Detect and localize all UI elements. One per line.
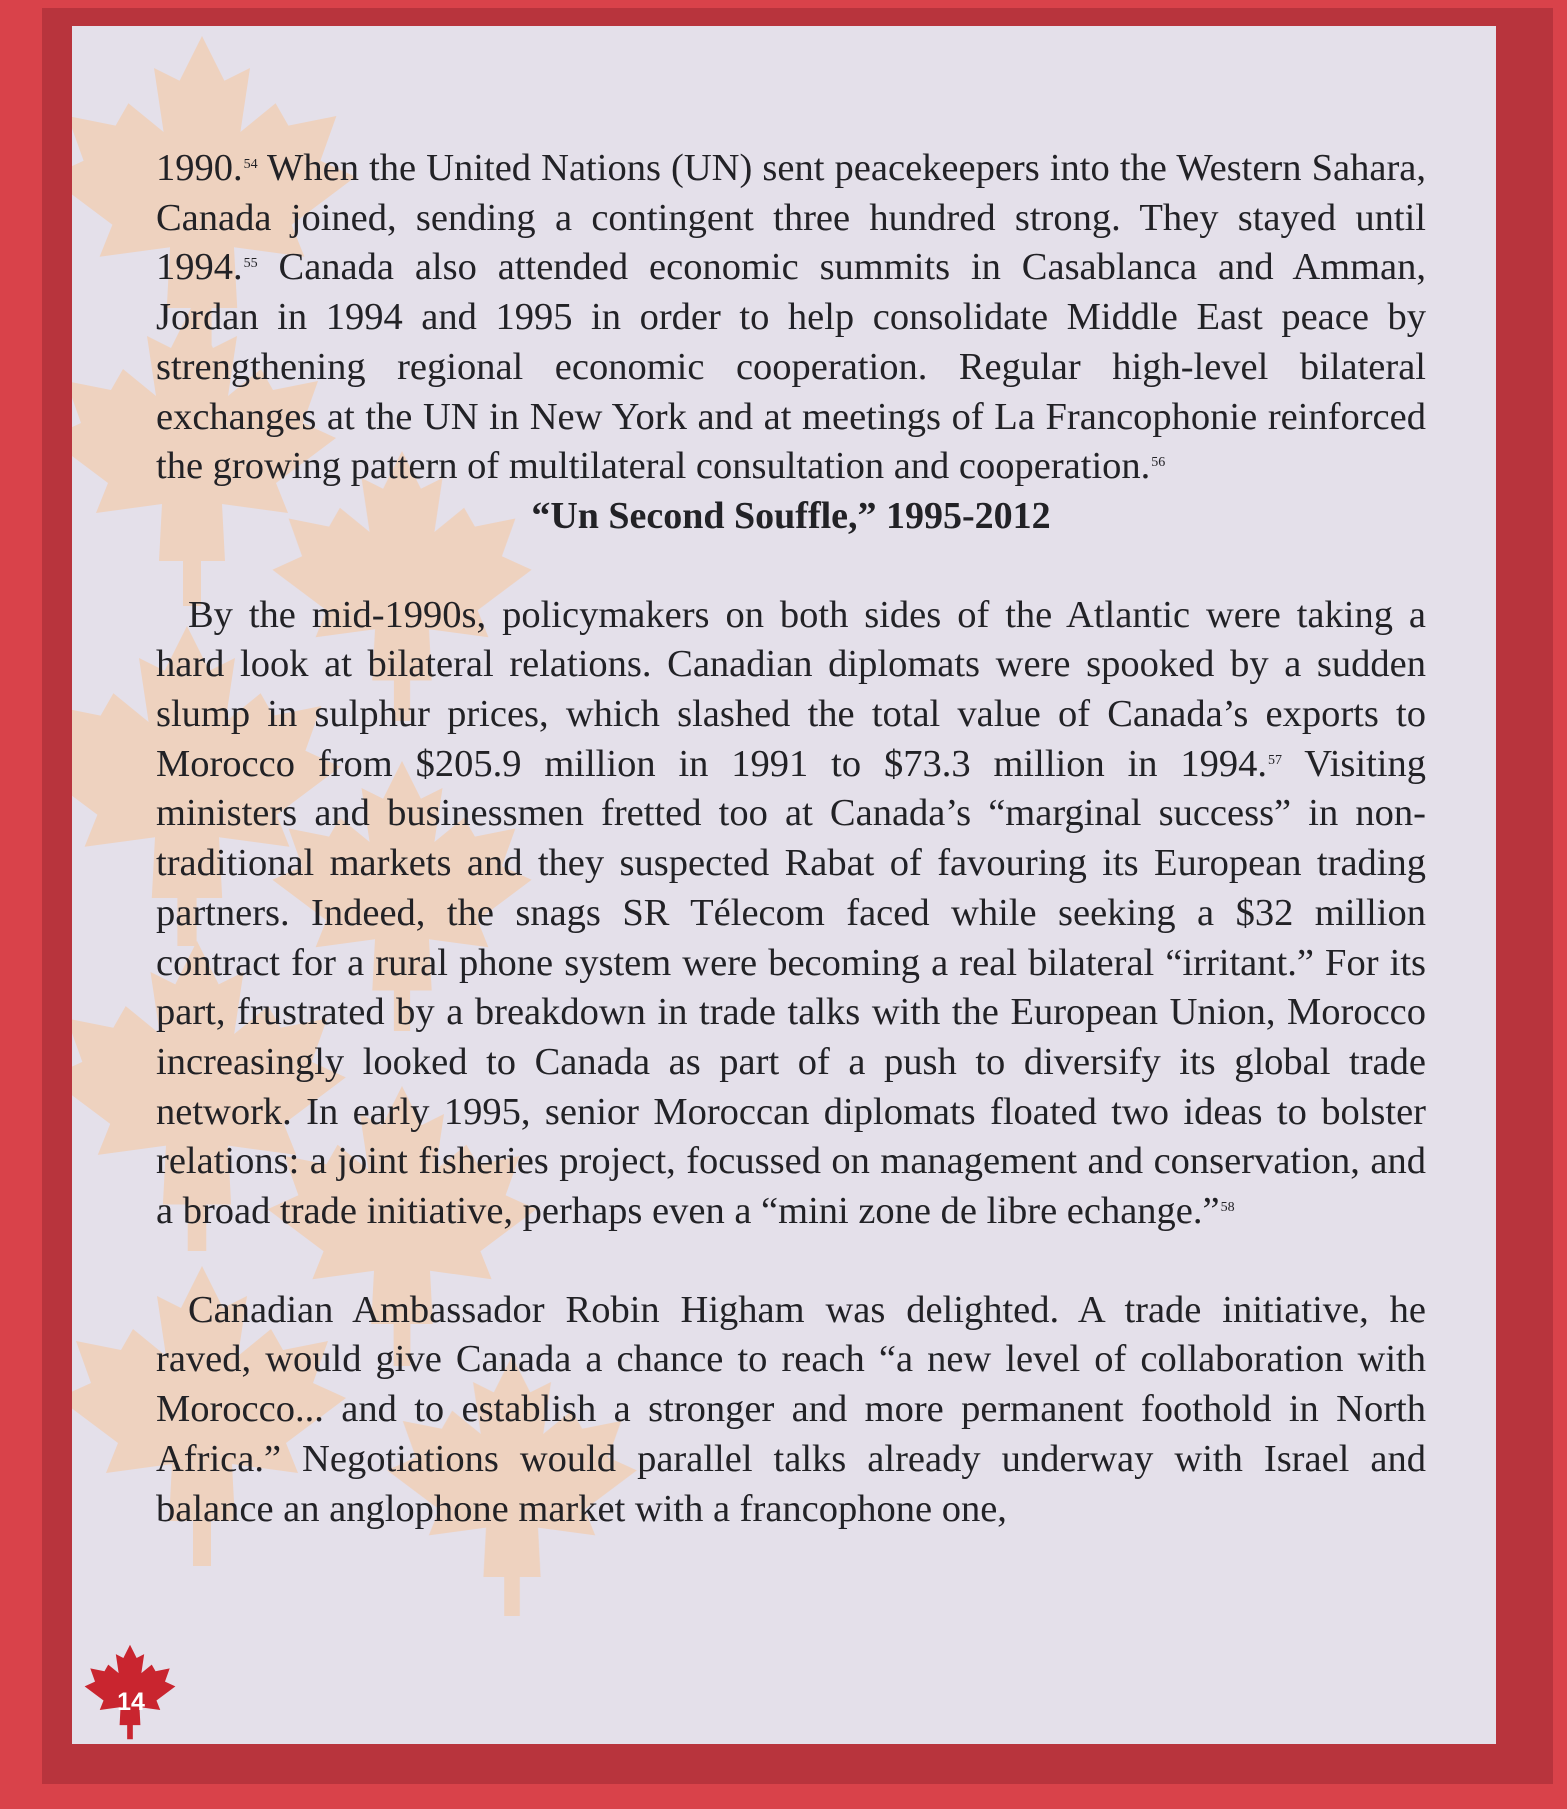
paragraph-3 [156,1286,1426,1535]
paragraph-2 [156,591,1426,1237]
text-run: When the United Nations (UN) sent peacekeepers into the Western Sahara, Canada joined, sending a contingent three hundred strong. They stayed until 1994. [156,147,1426,289]
body-text [156,144,1426,1534]
text-run: Canada also attended economic summits in Casablanca and Amman, Jordan in 1994 and 1995 in order to help consolidate Middle East peace by strengthening regional economic cooperation. Regular high-level bilateral exchanges at the UN in New York and at meetings of La Francophonie reinforced the growing pattern of multilateral consultation and cooperation. [156,246,1426,488]
footnote-ref: 54 [243,157,258,172]
text-run: Visiting ministers and businessmen fretted too at Canada’s “marginal success” in non-traditional markets and they suspected Rabat of favouring its European trading partners. Indeed, the snags SR Télecom faced while seeking a $32 million contract for a rural phone system were becoming a real bilateral “irritant.” For its part, frustrated by a breakdown in trade talks with the European Union, Morocco increasingly looked to Canada as part of a push to diversify its global trade network. In early 1995, senior Moroccan diplomats floated two ideas to bolster relations: a joint fisheries project, focussed on management and conservation, and a broad trade initiative, perhaps even a “mini zone de libre echange.” [156,742,1426,1233]
page-number: 14 [117,1688,145,1716]
footnote-ref: 58 [1220,1200,1235,1216]
text-run: 1990. [156,147,243,189]
footnote-ref: 55 [243,256,258,272]
text-run: Canadian Ambassador Robin Higham was delighted. A trade initiative, he raved, would give Canada a chance to reach “a new level of collaboration with Morocco... and to establish a stronger and more permanent foothold in North Africa.” Negotiations would parallel talks already underway with Israel and balance an anglophone market with a francophone one, [156,1288,1426,1530]
text-run: By the mid-1990s, policymakers on both sides of the Atlantic were taking a hard look at bilateral relations. Canadian diplomats were spooked by a sudden slump in sulphur prices, which slashed the total value of Canada’s exports to Morocco from $205.9 million in 1991 to $73.3 million in 1994. [156,593,1426,785]
section-heading: “Un Second Souffle,” 1995-2012 [531,494,1051,537]
book-page [72,26,1496,1744]
footnote-ref: 56 [1151,455,1166,471]
footnote-ref: 57 [1268,752,1283,768]
paragraph-1 [156,144,1426,492]
